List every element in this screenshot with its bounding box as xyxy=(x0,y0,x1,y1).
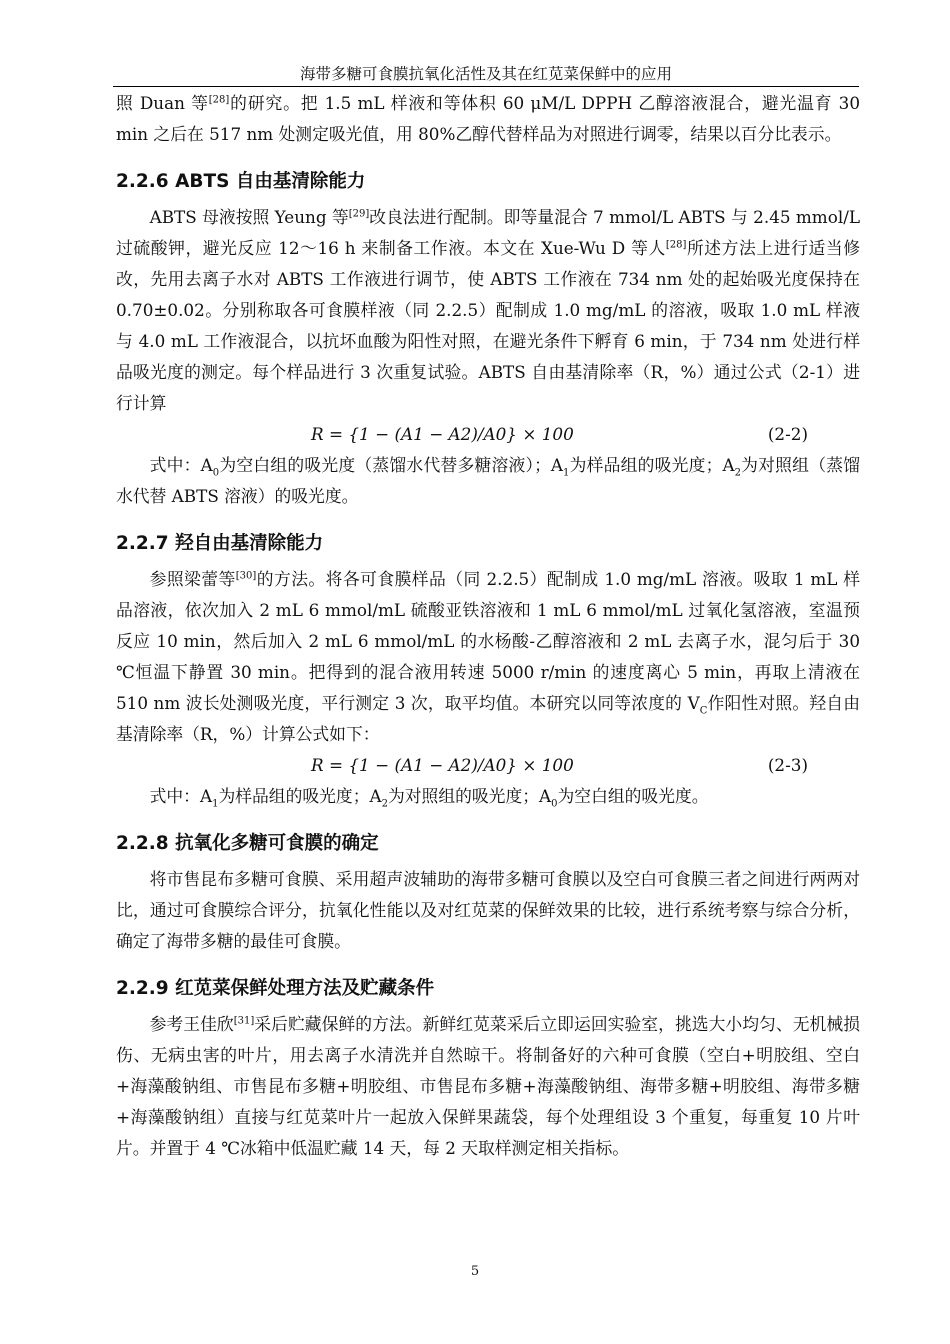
header-rule xyxy=(113,86,859,87)
formula-2-2 xyxy=(116,419,860,450)
formula-2-3 xyxy=(116,750,860,781)
formula-2-2-legend: 式中：$A_0$为空白组的吸光度（蒸馏水代替多糖溶液）；$A_1$为样品组的吸光度；$A_2$为对照组（蒸馏水代替 ABTS 溶液）的吸光度。 xyxy=(116,455,860,506)
section-2-2-9-paragraph: 参考王佳欣[31]采后贮藏保鲜的方法。新鲜红苋菜采后立即运回实验室，挑选大小均匀、无机械损伤、无病虫害的叶片，用去离子水清洗并自然晾干。将制备好的六种可食膜（空白+明胶组、空白+海藻酸钠组、市售昆布多糖+明胶组、市售昆布多糖+海藻酸钠组、海带多糖+明胶组、海带多糖+海藻酸钠组）直接与红苋菜叶片一起放入保鲜果蔬袋，每个处理组设 3 个重复，每重复 10 片叶片。并置于 4 ℃冰箱中低温贮藏 14 天，每 2 天取样测定相关指标。 xyxy=(116,1014,860,1158)
citation-ref: [29] xyxy=(348,208,370,220)
formula-expression: R = {1 − (A1 − A2)/A0} × 100 xyxy=(311,755,574,775)
section-heading-2-2-6: 2.2.6 ABTS 自由基清除能力 xyxy=(116,171,366,192)
formula-number: (2-3) xyxy=(767,755,808,775)
formula-number: (2-2) xyxy=(767,424,808,444)
formula-expression: R = {1 − (A1 − A2)/A0} × 100 xyxy=(311,424,574,444)
section-heading-2-2-7: 2.2.7 羟自由基清除能力 xyxy=(116,533,324,554)
section-2-2-7-paragraph: 参照梁蕾等[30]的方法。将各可食膜样品（同 2.2.5）配制成 1.0 mg/mL 溶液。吸取 1 mL 样品溶液，依次加入 2 mL 6 mmol/mL 硫酸亚铁溶液和 1 mL 6 mmol/mL 过氧化氢溶液，室温预反应 10 min，然后加入 2 mL 6 mmol/mL 的水杨酸-乙醇溶液和 2 mL 去离子水，混匀后于 30 ℃恒温下静置 30 min。把得到的混合液用转速 5000 r/min 的速度离心 5 min，再取上清液在 510 nm 波长处测吸光度，平行测定 3 次，取平均值。本研究以同等浓度的 $V_C$作阳性对照。羟自由基清除率（R，%）计算公式如下： xyxy=(116,569,860,744)
section-2-2-6-paragraph: ABTS 母液按照 Yeung 等[29]改良法进行配制。即等量混合 7 mmol/L ABTS 与 2.45 mmol/L 过硫酸钾，避光反应 12～16 h 来制备工作液。本文在 Xue-Wu D 等人[28]所述方法上进行适当修改，先用去离子水对 ABTS 工作液进行调节，使 ABTS 工作液在 734 nm 处的起始吸光度保持在 0.70±0.02。分别称取各可食膜样液（同 2.2.5）配制成 1.0 mg/mL 的溶液，吸取 1.0 mL 样液与 4.0 mL 工作液混合，以抗坏血酸为阳性对照，在避光条件下孵育 6 min，于 734 nm 处进行样品吸光度的测定。每个样品进行 3 次重复试验。ABTS 自由基清除率（R，%）通过公式（2-1）进行计算 xyxy=(116,207,860,413)
formula-2-3-legend: 式中：$A_1$为样品组的吸光度；$A_2$为对照组的吸光度；$A_0$为空白组的吸光度。 xyxy=(149,786,709,810)
running-header: 海带多糖可食膜抗氧化活性及其在红苋菜保鲜中的应用 xyxy=(299,65,672,83)
citation-ref: [28] xyxy=(665,239,687,251)
citation-ref: [30] xyxy=(235,570,257,582)
intro-paragraph: 照 Duan 等[28]的研究。把 1.5 mL 样液和等体积 60 μM/L DPPH 乙醇溶液混合，避光温育 30 min 之后在 517 nm 处测定吸光值，用 80%乙醇代替样品为对照进行调零，结果以百分比表示。 xyxy=(116,93,861,144)
citation-ref: [31] xyxy=(233,1015,255,1027)
section-heading-2-2-9: 2.2.9 红苋菜保鲜处理方法及贮藏条件 xyxy=(116,978,435,999)
section-heading-2-2-8: 2.2.8 抗氧化多糖可食膜的确定 xyxy=(116,833,379,854)
citation-ref: [28] xyxy=(208,94,230,106)
section-2-2-8-paragraph: 将市售昆布多糖可食膜、采用超声波辅助的海带多糖可食膜以及空白可食膜三者之间进行两两对比，通过可食膜综合评分，抗氧化性能以及对红苋菜的保鲜效果的比较，进行系统考察与综合分析，确定了海带多糖的最佳可食膜。 xyxy=(116,869,860,951)
page-number: 5 xyxy=(470,1264,480,1279)
page-body xyxy=(116,88,860,1164)
